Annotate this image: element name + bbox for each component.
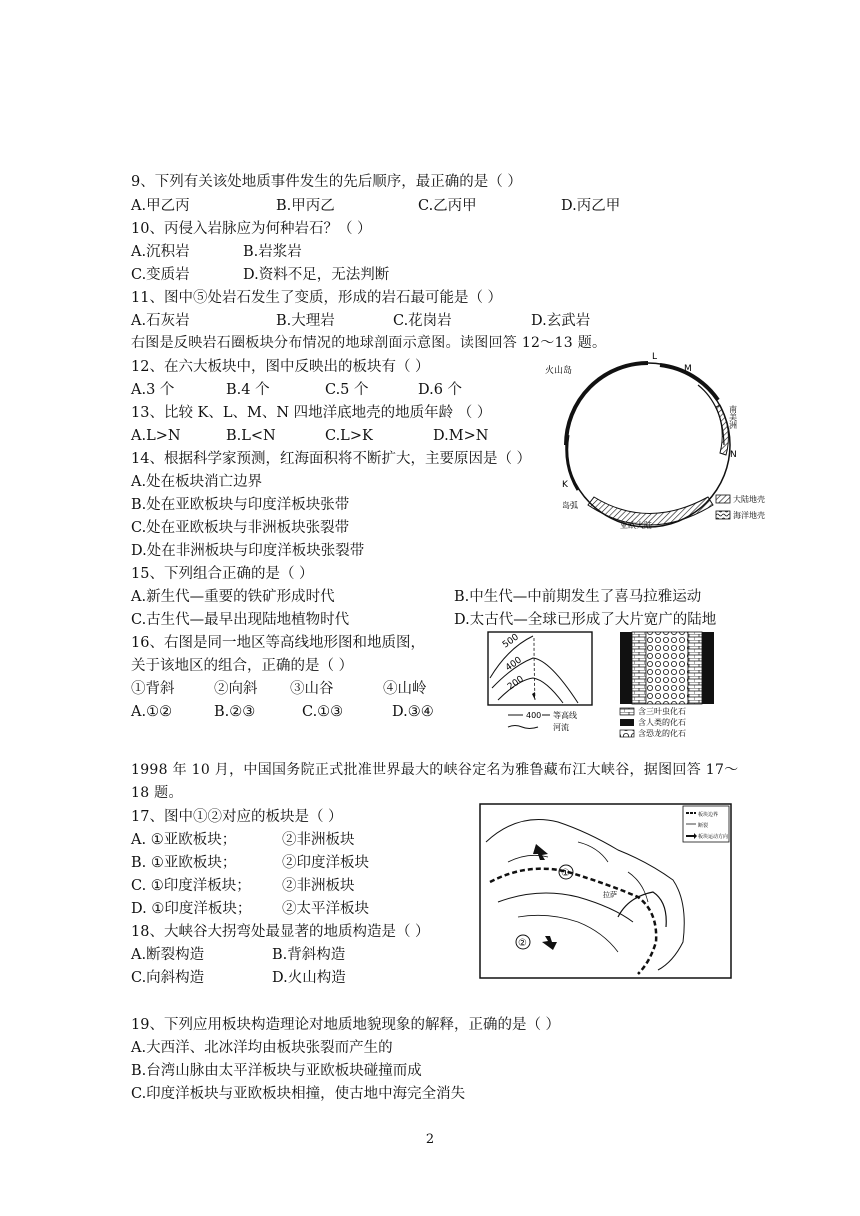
geology-figure xyxy=(614,628,734,740)
q18-option-b: B.背斜构造 xyxy=(272,947,346,963)
q16-item-3: ③山谷 xyxy=(290,681,334,697)
q13-option-a: A.L>N xyxy=(131,428,181,444)
q9-option-a: A.甲乙丙 xyxy=(131,198,190,214)
legend-oceanic-crust: 海洋地壳 xyxy=(733,511,765,520)
contour-label-200: 200 xyxy=(505,674,526,693)
q13-option-d: D.M>N xyxy=(433,428,489,444)
q16-item-2: ②向斜 xyxy=(214,681,258,697)
q11-stem: 11、图中⑤处岩石发生了变质，形成的岩石最可能是（ ） xyxy=(131,290,503,306)
q16-stem-line1: 16、右图是同一地区等高线地形图和地质图， xyxy=(131,635,425,651)
legend-contour-sample: 400 xyxy=(526,711,542,720)
map-place-lhasa: 拉萨 xyxy=(603,891,617,899)
q11-option-d: D.玄武岩 xyxy=(531,313,591,329)
legend-human-fossil: 含人类的化石 xyxy=(638,718,686,727)
legend-dinosaur: 含恐龙的化石 xyxy=(638,729,686,738)
map-mark-1: ① xyxy=(561,868,570,879)
q16-option-c: C.①③ xyxy=(302,704,344,720)
q19-option-c: C.印度洋板块与亚欧板块相撞，使古地中海完全消失 xyxy=(131,1086,466,1102)
q19-stem: 19、下列应用板块构造理论对地质地貌现象的解释，正确的是（ ） xyxy=(131,1017,561,1033)
q19-option-a: A.大西洋、北冰洋均由板块张裂而产生的 xyxy=(131,1040,393,1056)
q14-option-d: D.处在非洲板块与印度洋板块张裂带 xyxy=(131,543,365,559)
q15-stem: 15、下列组合正确的是（ ） xyxy=(131,566,314,582)
q18-option-d: D.火山构造 xyxy=(272,970,346,986)
contour-label-500: 500 xyxy=(500,632,521,651)
q13-stem: 13、比较 K、L、M、N 四地洋底地壳的地质年龄 （ ） xyxy=(131,405,492,421)
label-south-america: 南美洲 xyxy=(728,405,738,429)
q17-option-d-2: ②太平洋板块 xyxy=(282,901,369,917)
q10-stem: 10、丙侵入岩脉应为何种岩石？（ ） xyxy=(131,221,372,237)
map-mark-2: ② xyxy=(518,938,527,949)
q14-option-b: B.处在亚欧板块与印度洋板块张带 xyxy=(131,497,350,513)
q17-option-b-2: ②印度洋板块 xyxy=(282,855,369,871)
q17-option-b-1: B. ①亚欧板块； xyxy=(131,855,237,871)
label-island-arc: 岛弧 xyxy=(562,501,578,510)
intro-17-18-line1: 1998 年 10 月，中国国务院正式批准世界最大的峡谷定名为雅鲁藏布江大峡谷，据图回答 17～ xyxy=(131,762,739,778)
globe-section-figure xyxy=(545,345,788,540)
legend-trilobite: 含三叶虫化石 xyxy=(638,707,686,716)
q17-option-a-2: ②非洲板块 xyxy=(282,832,355,848)
q9-option-c: C.乙丙甲 xyxy=(418,198,477,214)
q15-option-c: C.古生代—最早出现陆地植物时代 xyxy=(131,612,350,628)
q15-option-a: A.新生代—重要的铁矿形成时代 xyxy=(131,589,335,605)
q16-option-b: B.②③ xyxy=(214,704,256,720)
q9-stem: 9、下列有关该处地质事件发生的先后顺序，最正确的是（ ） xyxy=(131,174,522,190)
ocean-crust-arc-left xyxy=(566,363,648,445)
q14-option-a: A.处在板块消亡边界 xyxy=(131,474,263,490)
q10-option-d: D.资料不足，无法判断 xyxy=(243,267,390,283)
label-eurasia: 亚欧大陆 xyxy=(620,521,652,530)
intro-12-13: 右图是反映岩石圈板块分布情况的地球剖面示意图。读图回答 12～13 题。 xyxy=(131,335,607,351)
q16-item-1: ①背斜 xyxy=(131,681,175,697)
q11-option-a: A.石灰岩 xyxy=(131,313,190,329)
map-legend-movement: 板块运动方向 xyxy=(698,834,729,840)
map-legend-boundary: 板块边界 xyxy=(698,812,719,818)
q14-stem: 14、根据科学家预测，红海面积将不断扩大，主要原因是（ ） xyxy=(131,451,532,467)
q13-option-c: C.L>K xyxy=(325,428,373,444)
q16-option-a: A.①② xyxy=(131,704,173,720)
q18-option-c: C.向斜构造 xyxy=(131,970,205,986)
q17-option-a-1: A. ①亚欧板块； xyxy=(131,832,237,848)
label-n: N xyxy=(730,450,737,460)
q10-option-a: A.沉积岩 xyxy=(131,244,190,260)
q13-option-b: B.L<N xyxy=(226,428,276,444)
q15-option-b: B.中生代—中前期发生了喜马拉雅运动 xyxy=(454,589,702,605)
q14-option-c: C.处在亚欧板块与非洲板块张裂带 xyxy=(131,520,350,536)
contour-map-figure xyxy=(478,628,603,740)
q16-item-4: ④山岭 xyxy=(383,681,427,697)
label-l: L xyxy=(652,352,658,362)
q17-option-c-1: C. ①印度洋板块； xyxy=(131,878,251,894)
q19-option-b: B.台湾山脉由太平洋板块与亚欧板块碰撞而成 xyxy=(131,1063,422,1079)
map-legend-fault: 断裂 xyxy=(698,823,709,829)
q9-option-b: B.甲丙乙 xyxy=(276,198,335,214)
label-m: M xyxy=(684,364,692,374)
q17-option-c-2: ②非洲板块 xyxy=(282,878,355,894)
q12-stem: 12、在六大板块中，图中反映出的板块有（ ） xyxy=(131,359,430,375)
q16-stem-line2: 关于该地区的组合，正确的是（ ） xyxy=(131,658,354,674)
contour-label-400: 400 xyxy=(503,655,524,674)
q10-option-b: B.岩浆岩 xyxy=(243,244,302,260)
legend-contour: 等高线 xyxy=(553,711,577,720)
label-volcano-island: 火山岛 xyxy=(545,366,573,376)
q12-option-d: D.6 个 xyxy=(418,382,463,398)
q17-option-d-1: D. ①印度洋板块； xyxy=(131,901,252,917)
q11-option-c: C.花岗岩 xyxy=(393,313,452,329)
q12-option-c: C.5 个 xyxy=(325,382,369,398)
q10-option-c: C.变质岩 xyxy=(131,267,190,283)
q12-option-a: A.3 个 xyxy=(131,382,175,398)
q11-option-b: B.大理岩 xyxy=(276,313,335,329)
q16-option-d: D.③④ xyxy=(392,704,434,720)
q15-option-d: D.太古代—全球已形成了大片宽广的陆地 xyxy=(454,612,717,628)
page-number: 2 xyxy=(425,1132,435,1147)
q18-option-a: A.断裂构造 xyxy=(131,947,205,963)
q12-option-b: B.4 个 xyxy=(226,382,270,398)
q9-option-d: D.丙乙甲 xyxy=(561,198,621,214)
q17-stem: 17、图中①②对应的板块是（ ） xyxy=(131,809,343,825)
intro-17-18-line2: 18 题。 xyxy=(131,785,183,801)
plate-map-figure xyxy=(478,802,733,980)
legend-river: 河流 xyxy=(553,723,569,732)
q18-stem: 18、大峡谷大拐弯处最显著的地质构造是（ ） xyxy=(131,924,430,940)
label-k: K xyxy=(562,480,568,490)
legend-continental-crust: 大陆地壳 xyxy=(733,495,765,504)
